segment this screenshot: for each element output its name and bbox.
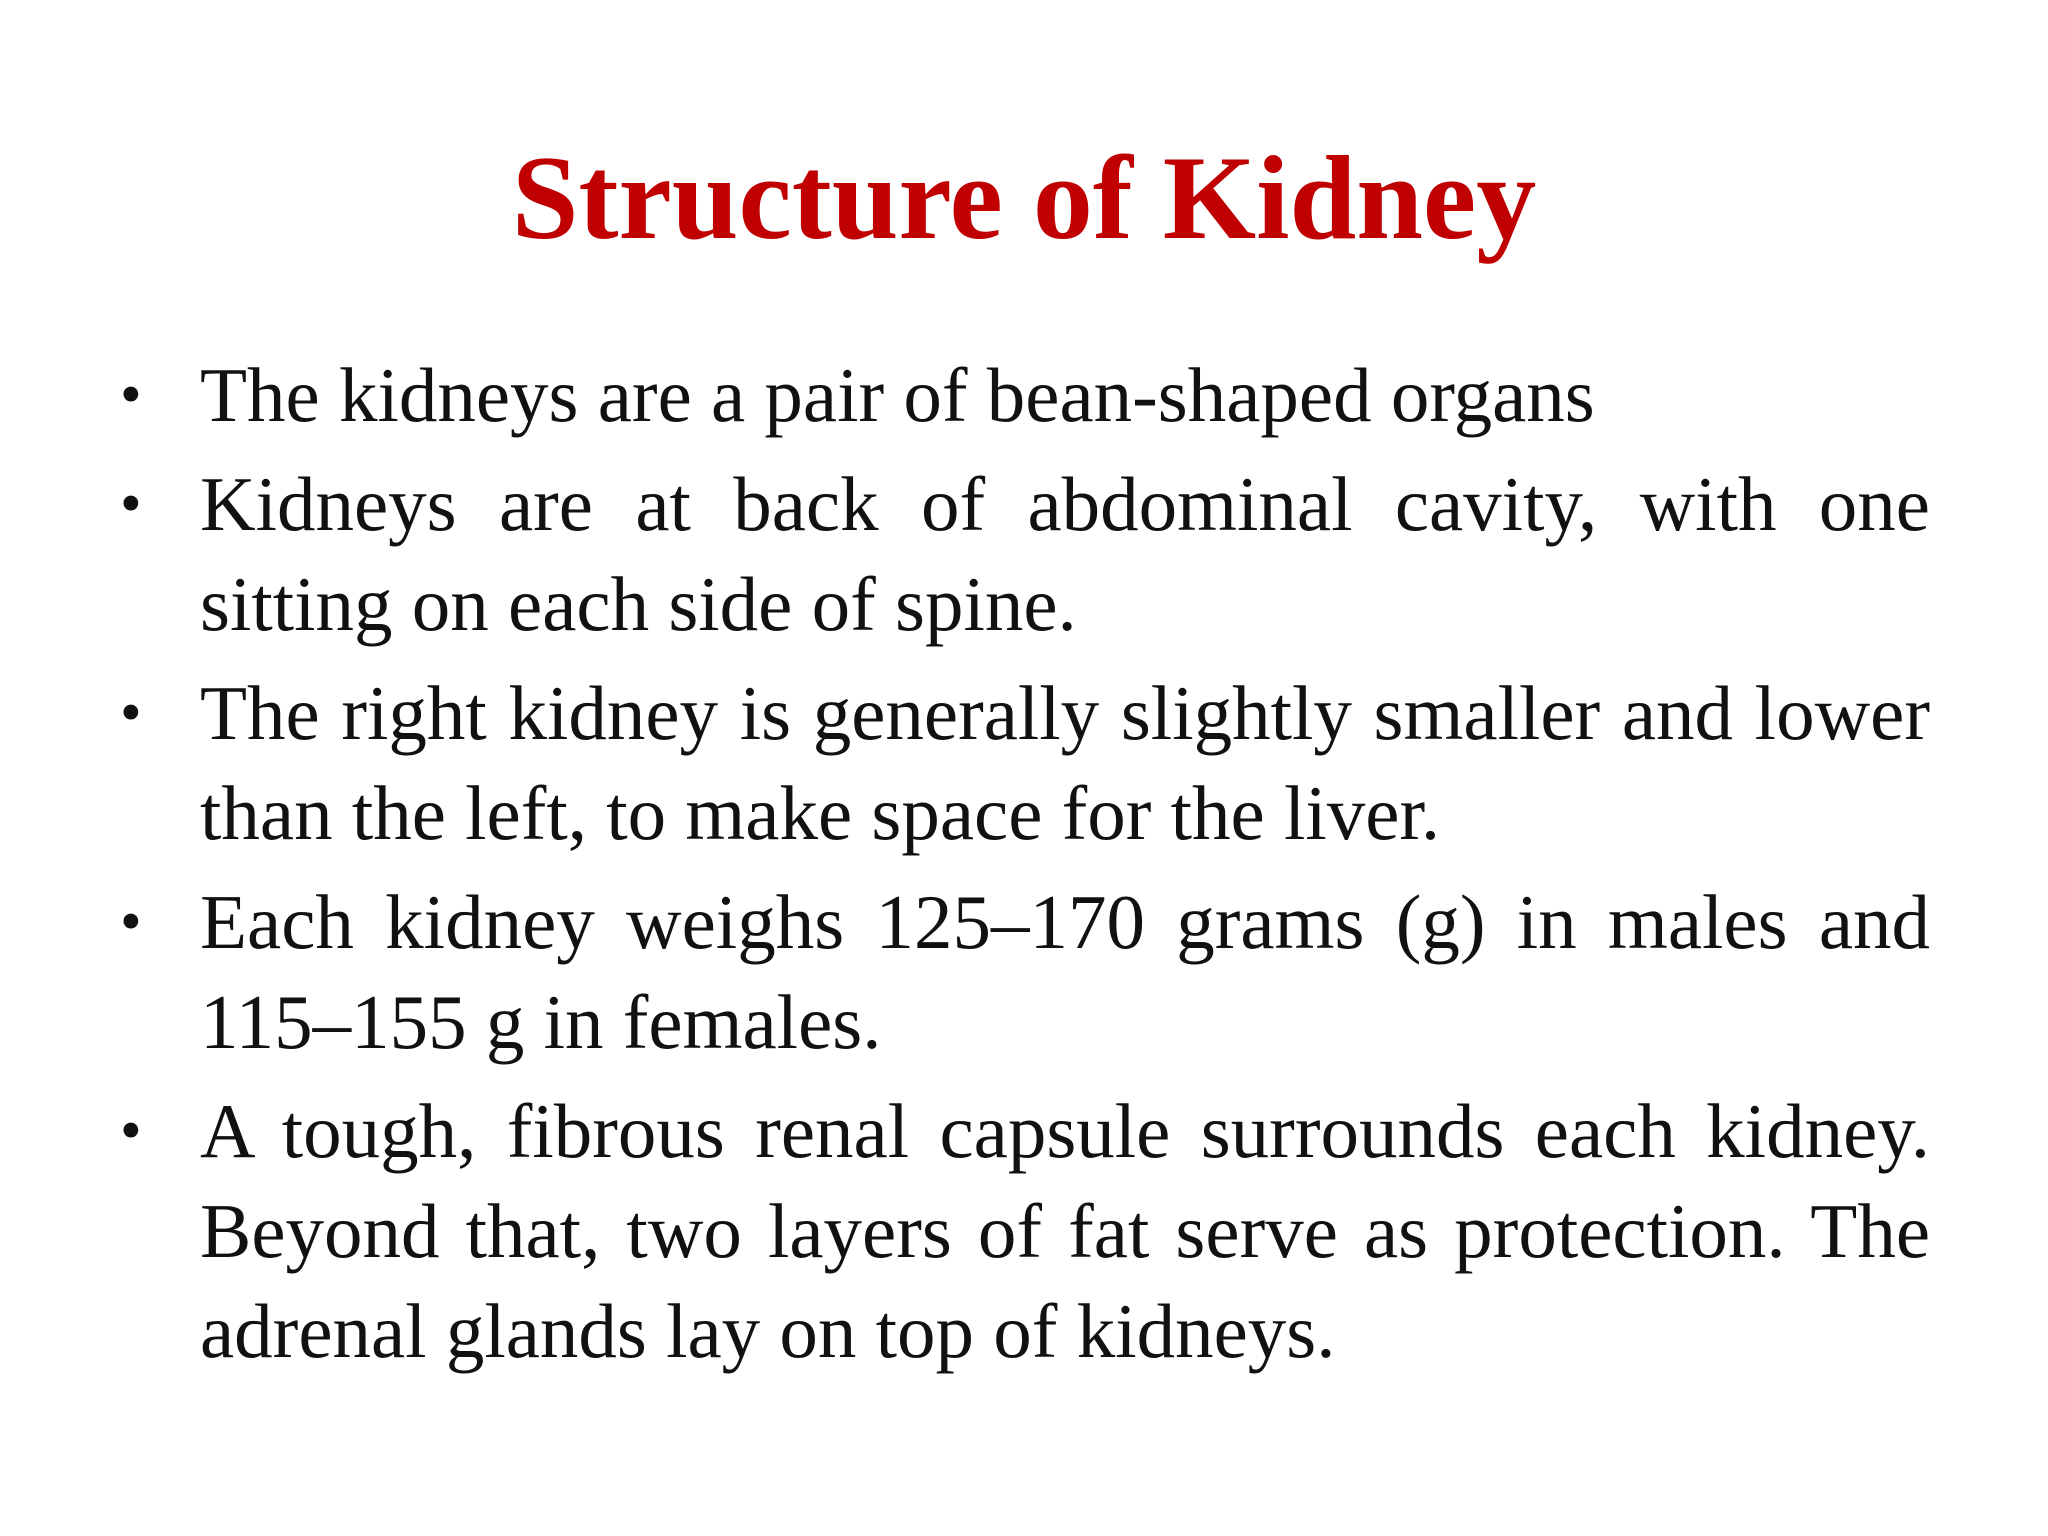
bullet-item-2 xyxy=(120,454,1930,654)
bullet-dot-icon: • xyxy=(120,361,142,429)
bullet-text-4: Each kidney weighs 125–170 grams (g) in males and 115–155 g in females. xyxy=(200,879,1930,1065)
bullet-dot-icon: • xyxy=(120,888,142,956)
bullet-item-5 xyxy=(120,1081,1930,1381)
slide-title: Structure of Kidney xyxy=(511,131,1537,264)
bullet-text-1: The kidneys are a pair of bean-shaped organs xyxy=(200,352,1595,438)
bullet-dot-icon: • xyxy=(120,679,142,747)
bullet-item-3 xyxy=(120,663,1930,863)
bullet-dot-icon: • xyxy=(120,470,142,538)
bullet-dot-icon: • xyxy=(120,1097,142,1165)
bullet-text-2: Kidneys are at back of abdominal cavity, with one sitting on each side of spine. xyxy=(200,461,1930,647)
bullet-text-3: The right kidney is generally slightly smaller and lower than the left, to make space for the liver. xyxy=(200,670,1930,856)
bullet-item-4 xyxy=(120,872,1930,1072)
bullet-text-5: A tough, fibrous renal capsule surrounds each kidney. Beyond that, two layers of fat serve as protection. The adrenal glands lay on top of kidneys. xyxy=(200,1088,1930,1374)
bullet-list xyxy=(120,345,1930,1390)
bullet-item-1 xyxy=(120,345,1930,445)
